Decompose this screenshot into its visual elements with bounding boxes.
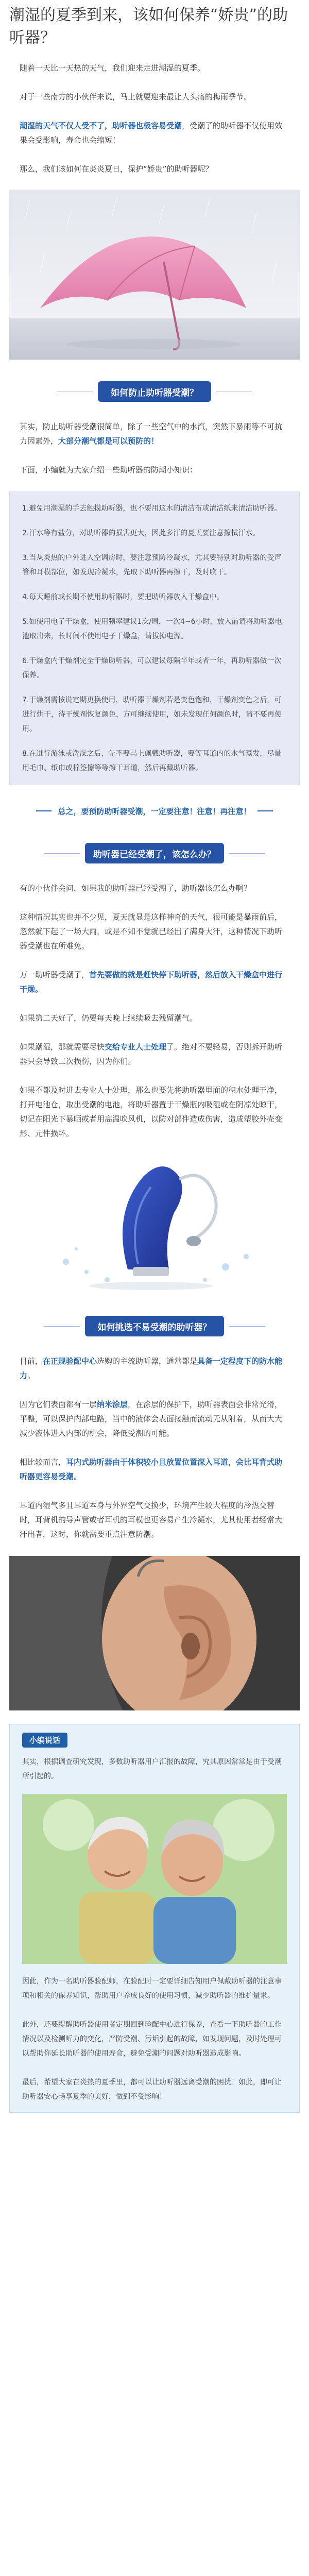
section-3-body (0, 1354, 309, 1541)
hearing-aid-illustration (9, 1151, 300, 1300)
hearing-aid-graphic (9, 1151, 300, 1300)
section-2-paragraph-1: 有的小伙伴会问，如果我的助听器已经受潮了，助听器该怎么办啊？ (20, 884, 252, 893)
section-2-paragraph-2: 这种情况其实也并不少见，夏天就显是这样神奇的天气，很可能是暴雨前后，忽然就下起了一场大雨，或是不知不觉就已经出了满身大汗，这种情况下助听器受潮也在所难免。 (20, 912, 283, 951)
section-3-paragraph-1 (20, 1354, 289, 1383)
section-2-paragraph-4: 如果第二天好了，仍要每天晚上继续吸去残留潮气。 (20, 1013, 198, 1023)
section-1-title: 如何防止助听器受潮？ (98, 381, 211, 402)
list-item: 4.每天睡前或长期不使用助听器时，要把助听器放入干燥盒中。 (22, 593, 224, 601)
ear-graphic (9, 1556, 300, 1710)
section-2-highlight: 交给专业人士处理 (105, 1042, 167, 1052)
section-3-paragraph-2 (20, 1397, 289, 1440)
section-3-text: ，在涂层的保护下，助听器表面会非常光滑，平整，可以保护内部电路，当中的液体会表面接触而流动无从附着，从而大大减少液体进入内部的机会，降低受潮的可能。 (20, 1400, 283, 1438)
section-3-highlight: 在正规验配中心 (43, 1357, 97, 1366)
intro-paragraph-2: 对于一些南方的小伙伴来说，马上就要迎来最让人头痛的梅雨季节。 (20, 92, 252, 101)
list-item: 2.汗水等有盐分，对助听器的损害更大，因此多汗的夏天要注意擦拭汗水。 (22, 529, 260, 537)
section-2-text: 了。绝对不要轻易，否则拆开助听器只会导致二次损伤，因为你们。 (20, 1042, 283, 1066)
editor-note (9, 1724, 300, 2113)
section-3-highlight: 耳内式助听器由于体积较小且放置位置深入耳道，会比耳背式助听器更容易受潮。 (20, 1458, 283, 1481)
emphasis-text: 总之，要预防助听器受潮，一定要注意！注意！再注意！ (58, 806, 251, 816)
list-item: 6.干燥盒内干燥剂完全干燥助听器，可以建议每隔半年或者一年，再助听器做一次保养。 (22, 657, 282, 680)
intro-paragraph-4: 那么，我们该如何在炎炎夏日，保护“娇贵”的助听器呢？ (20, 164, 213, 174)
tips-list (9, 492, 300, 785)
divider (229, 853, 265, 854)
editor-note-label: 小编说话 (22, 1733, 67, 1748)
emphasis-banner (0, 795, 309, 826)
list-item: 8.在进行游泳或洗澡之后，先不要马上佩戴助听器，要等耳道内的水气蒸发，尽量用毛巾、纸巾或棉签擦等等擦干耳道，然后再戴助听器。 (22, 750, 282, 772)
section-3-text: 相比较而言， (20, 1458, 66, 1467)
ear-illustration (9, 1556, 300, 1710)
intro-highlight: 潮湿的天气不仅人受不了，助听器也极容易受潮 (20, 121, 182, 130)
editor-note-paragraph-3: 此外，还要提醒助听器使用者定期回到验配中心进行保养，查看一下助听器的工作情况以及检测听力的变化，严防受潮、污垢引起的故障，如发现问题，及时处理可以帮助你延长助听器的使用寿命，避免受潮的问题对助听器造成影响。 (22, 2021, 282, 2058)
intro (0, 61, 309, 176)
list-item: 1.避免用潮湿的手去触摸助听器，也不要用这水的清洁布或清洁纸来清洁助听器。 (22, 504, 282, 513)
section-3-title: 如何挑选不易受潮的助听器？ (85, 1316, 224, 1336)
section-1-paragraph-1 (20, 419, 289, 448)
section-1-text: 其实，防止助听器受潮很简单，除了一些空气中的水汽，突然下暴雨等不可抗力因素外， (20, 422, 283, 446)
intro-paragraph-1: 随着一天比一天热的天气，我们迎来走进潮湿的夏季。 (20, 63, 205, 73)
section-3-paragraph-3 (20, 1455, 289, 1484)
editor-note-paragraph-4: 最后，希望大家在炎热的夏季里，都可以让助听器远离受潮的困扰！如此，即可让助听器安心畅享夏季的美好，做到不受影响！ (22, 2078, 282, 2101)
section-1-highlight: 大部分潮气都是可以预防的！ (58, 436, 159, 446)
umbrella-illustration (9, 190, 300, 360)
list-item: 3.当从炎热的户外进入空调房时，要注意预防冷凝水，尤其要特别对助听器的受声管和耳模部位，如发现冷凝水，先取下助听器再擦干，及时吹干。 (22, 554, 282, 577)
umbrella-graphic (9, 190, 300, 360)
editor-note-paragraph-2: 因此，作为一名助听器验配师，在验配时一定要详细告知用户佩戴助听器的注意事项和相关的保养知识，帮助用户养成良好的使用习惯，减少助听器的维护量求。 (22, 1977, 282, 2000)
section-3-header (0, 1310, 309, 1343)
section-3-highlight: 具备一定程度下的防水能力 (20, 1357, 283, 1380)
article-title: 潮湿的夏季到来，该如何保养“娇贵”的助听器？ (9, 6, 288, 47)
section-2-text: 万一助听器受潮了， (20, 970, 90, 979)
section-3-highlight: 纳米涂层 (97, 1400, 128, 1409)
elderly-couple-illustration (22, 1794, 287, 1964)
divider (258, 810, 273, 811)
section-2-title: 助听器已经受潮了，该怎么办？ (85, 843, 224, 863)
section-3-text: 因为它们表面都有一层 (20, 1400, 97, 1409)
divider (36, 810, 52, 811)
divider (229, 1326, 265, 1327)
intro-paragraph-3 (20, 118, 289, 147)
section-3-text: 目前， (20, 1357, 43, 1366)
editor-note-paragraph-1: 其实，根据调查研究发现，多数助听器用户汇报的故障，究其原因常常是由于受潮所引起的。 (22, 1758, 282, 1781)
section-3-text: 选购的主流助听器，通常都是 (97, 1357, 198, 1366)
list-item: 5.如使用电子干燥盒，使用频率建议1次/周，一次4~6小时，放入前请将助听器电池取出来，长时间不使用电子干燥盒，请拔掉电源。 (22, 618, 282, 640)
section-1-header (0, 375, 309, 408)
section-1-paragraph-2: 下面，小编就为大家介绍一些助听器的防潮小知识： (20, 465, 198, 474)
list-item: 7.干燥剂需按说定期更换使用，助听器干燥剂若是变色饱和，干燥剂变色之后，可进行烘干，待干燥剂恢复颜色，方可继续使用，如未发现任何颜色时，请不要再使用。 (22, 696, 282, 733)
section-2-paragraph-6: 如果不都及时进去专业人士处理，那么也要先将助听器里面的积水处理干净，打开电池仓，取出受潮的电池，将助听器置于干燥瓶内吸湿或在阴凉处晾干，切记在阳光下暴晒或者用高温吹风机，以防对部件造成伤害，造成塑胶外壳变形、元件损坏。 (20, 1086, 283, 1138)
section-2-header (0, 837, 309, 870)
section-2-paragraph-3 (20, 968, 289, 996)
couple-graphic (22, 1794, 287, 1964)
section-2-highlight: 首先要做的就是赶快停下助听器，然后放入干燥盒中进行干燥。 (20, 970, 283, 994)
divider (44, 1326, 80, 1327)
section-3-paragraph-4: 耳道内湿气多且耳道本身与外界空气交换少，环境产生较大程度的冷热交替时，耳背机的导声管或者耳机的耳模也更容易产生冷凝水，尤其使用者经常大汗出者，这时，你就需要重点注意防潮。 (20, 1501, 283, 1539)
divider (44, 853, 80, 854)
section-1-body (0, 419, 309, 477)
section-2-text: 如果潮湿，那就需要尽快 (20, 1042, 105, 1052)
section-3-text: 。 (27, 1371, 36, 1380)
section-2-paragraph-5 (20, 1040, 289, 1069)
section-2-body (0, 881, 309, 1141)
intro-paragraph-3-rest: ，受潮了的助听器不仅使用效果会受影响，寿命也会缩短！ (20, 121, 283, 145)
